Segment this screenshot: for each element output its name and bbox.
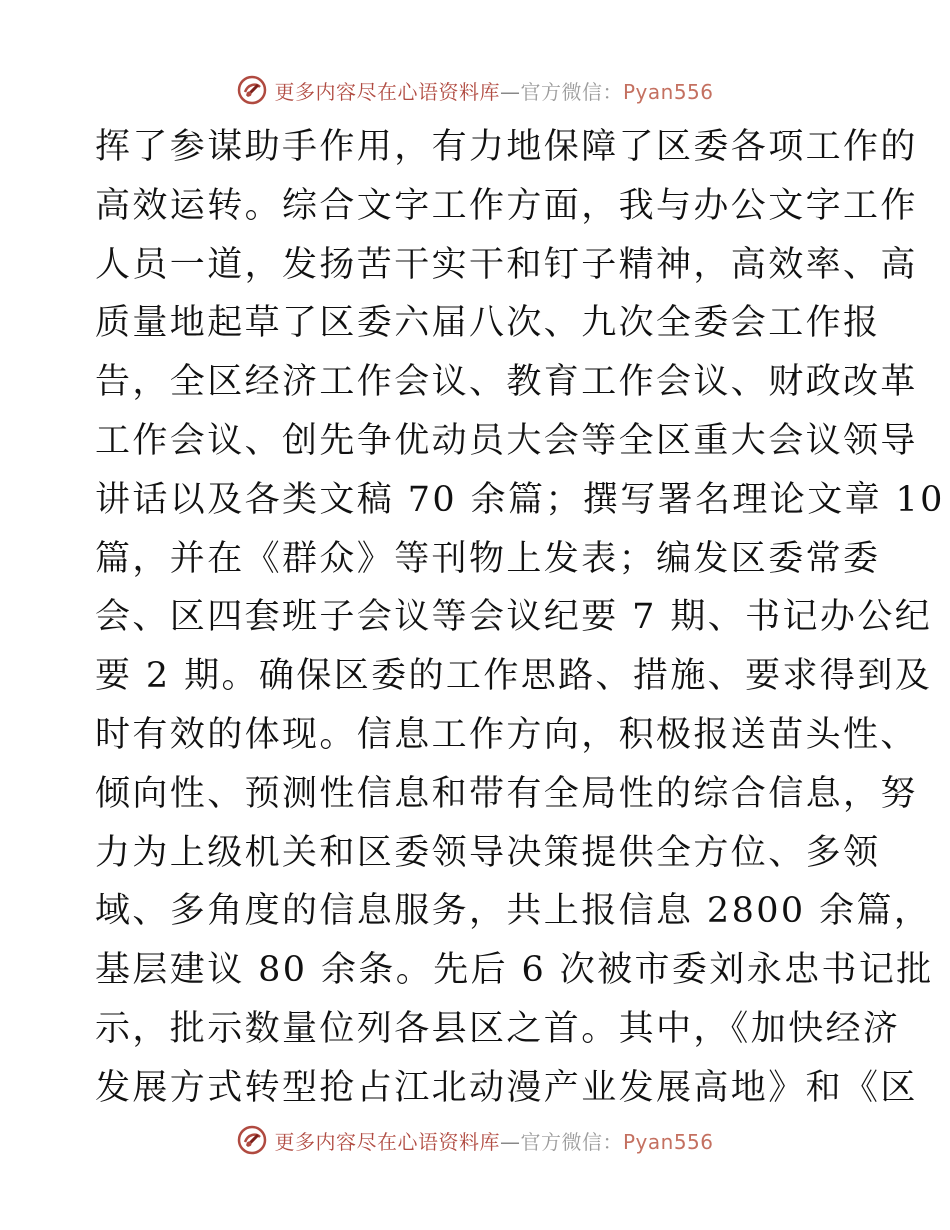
text-line: 基层建议 80 余条。先后 6 次被市委刘永忠书记批	[95, 950, 934, 991]
footer-dash: —	[499, 1129, 521, 1154]
header-main-text: 更多内容尽在心语资料库	[274, 79, 500, 104]
footer-account: Pyan556	[622, 1129, 714, 1154]
text-line: 质量地起草了区委六届八次、九次全委会工作报	[95, 303, 881, 344]
text-line: 倾向性、预测性信息和带有全局性的综合信息，努	[95, 773, 918, 814]
text-line: 高效运转。综合文字工作方面，我与办公文字工作	[95, 185, 918, 226]
text-line: 发展方式转型抢占江北动漫产业发展高地》和《区	[95, 1067, 918, 1108]
text-line: 人员一道，发扬苦干实干和钉子精神，高效率、高	[95, 244, 918, 285]
logo-icon	[236, 1124, 268, 1156]
text-line: 示，批示数量位列各县区之首。其中，《加快经济	[95, 1008, 901, 1049]
header-banner	[0, 70, 950, 110]
footer-wechat-label: 官方微信：	[520, 1129, 623, 1154]
text-line: 会、区四套班子会议等会议纪要 7 期、书记办公纪	[95, 597, 933, 638]
header-banner-text	[274, 76, 713, 105]
text-line: 时有效的体现。信息工作方向，积极报送苗头性、	[95, 714, 918, 755]
text-line: 讲话以及各类文稿 70 余篇；撰写署名理论文章 10	[95, 479, 945, 520]
document-body	[95, 118, 945, 1118]
header-wechat-label: 官方微信：	[520, 79, 623, 104]
header-account: Pyan556	[622, 79, 714, 104]
footer-banner	[0, 1120, 950, 1160]
header-dash: —	[499, 79, 521, 104]
logo-icon	[236, 74, 268, 106]
text-line: 域、多角度的信息服务，共上报信息 2800 余篇，	[95, 891, 932, 932]
text-line: 要 2 期。确保区委的工作思路、措施、要求得到及	[95, 656, 933, 697]
text-line: 工作会议、创先争优动员大会等全区重大会议领导	[95, 420, 918, 461]
footer-main-text: 更多内容尽在心语资料库	[274, 1129, 500, 1154]
text-line: 篇，并在《群众》等刊物上发表；编发区委常委	[95, 538, 881, 579]
footer-banner-text	[274, 1126, 713, 1155]
text-line: 力为上级机关和区委领导决策提供全方位、多领	[95, 832, 881, 873]
text-line: 挥了参谋助手作用，有力地保障了区委各项工作的	[95, 127, 918, 167]
text-line: 告，全区经济工作会议、教育工作会议、财政改革	[95, 362, 918, 403]
